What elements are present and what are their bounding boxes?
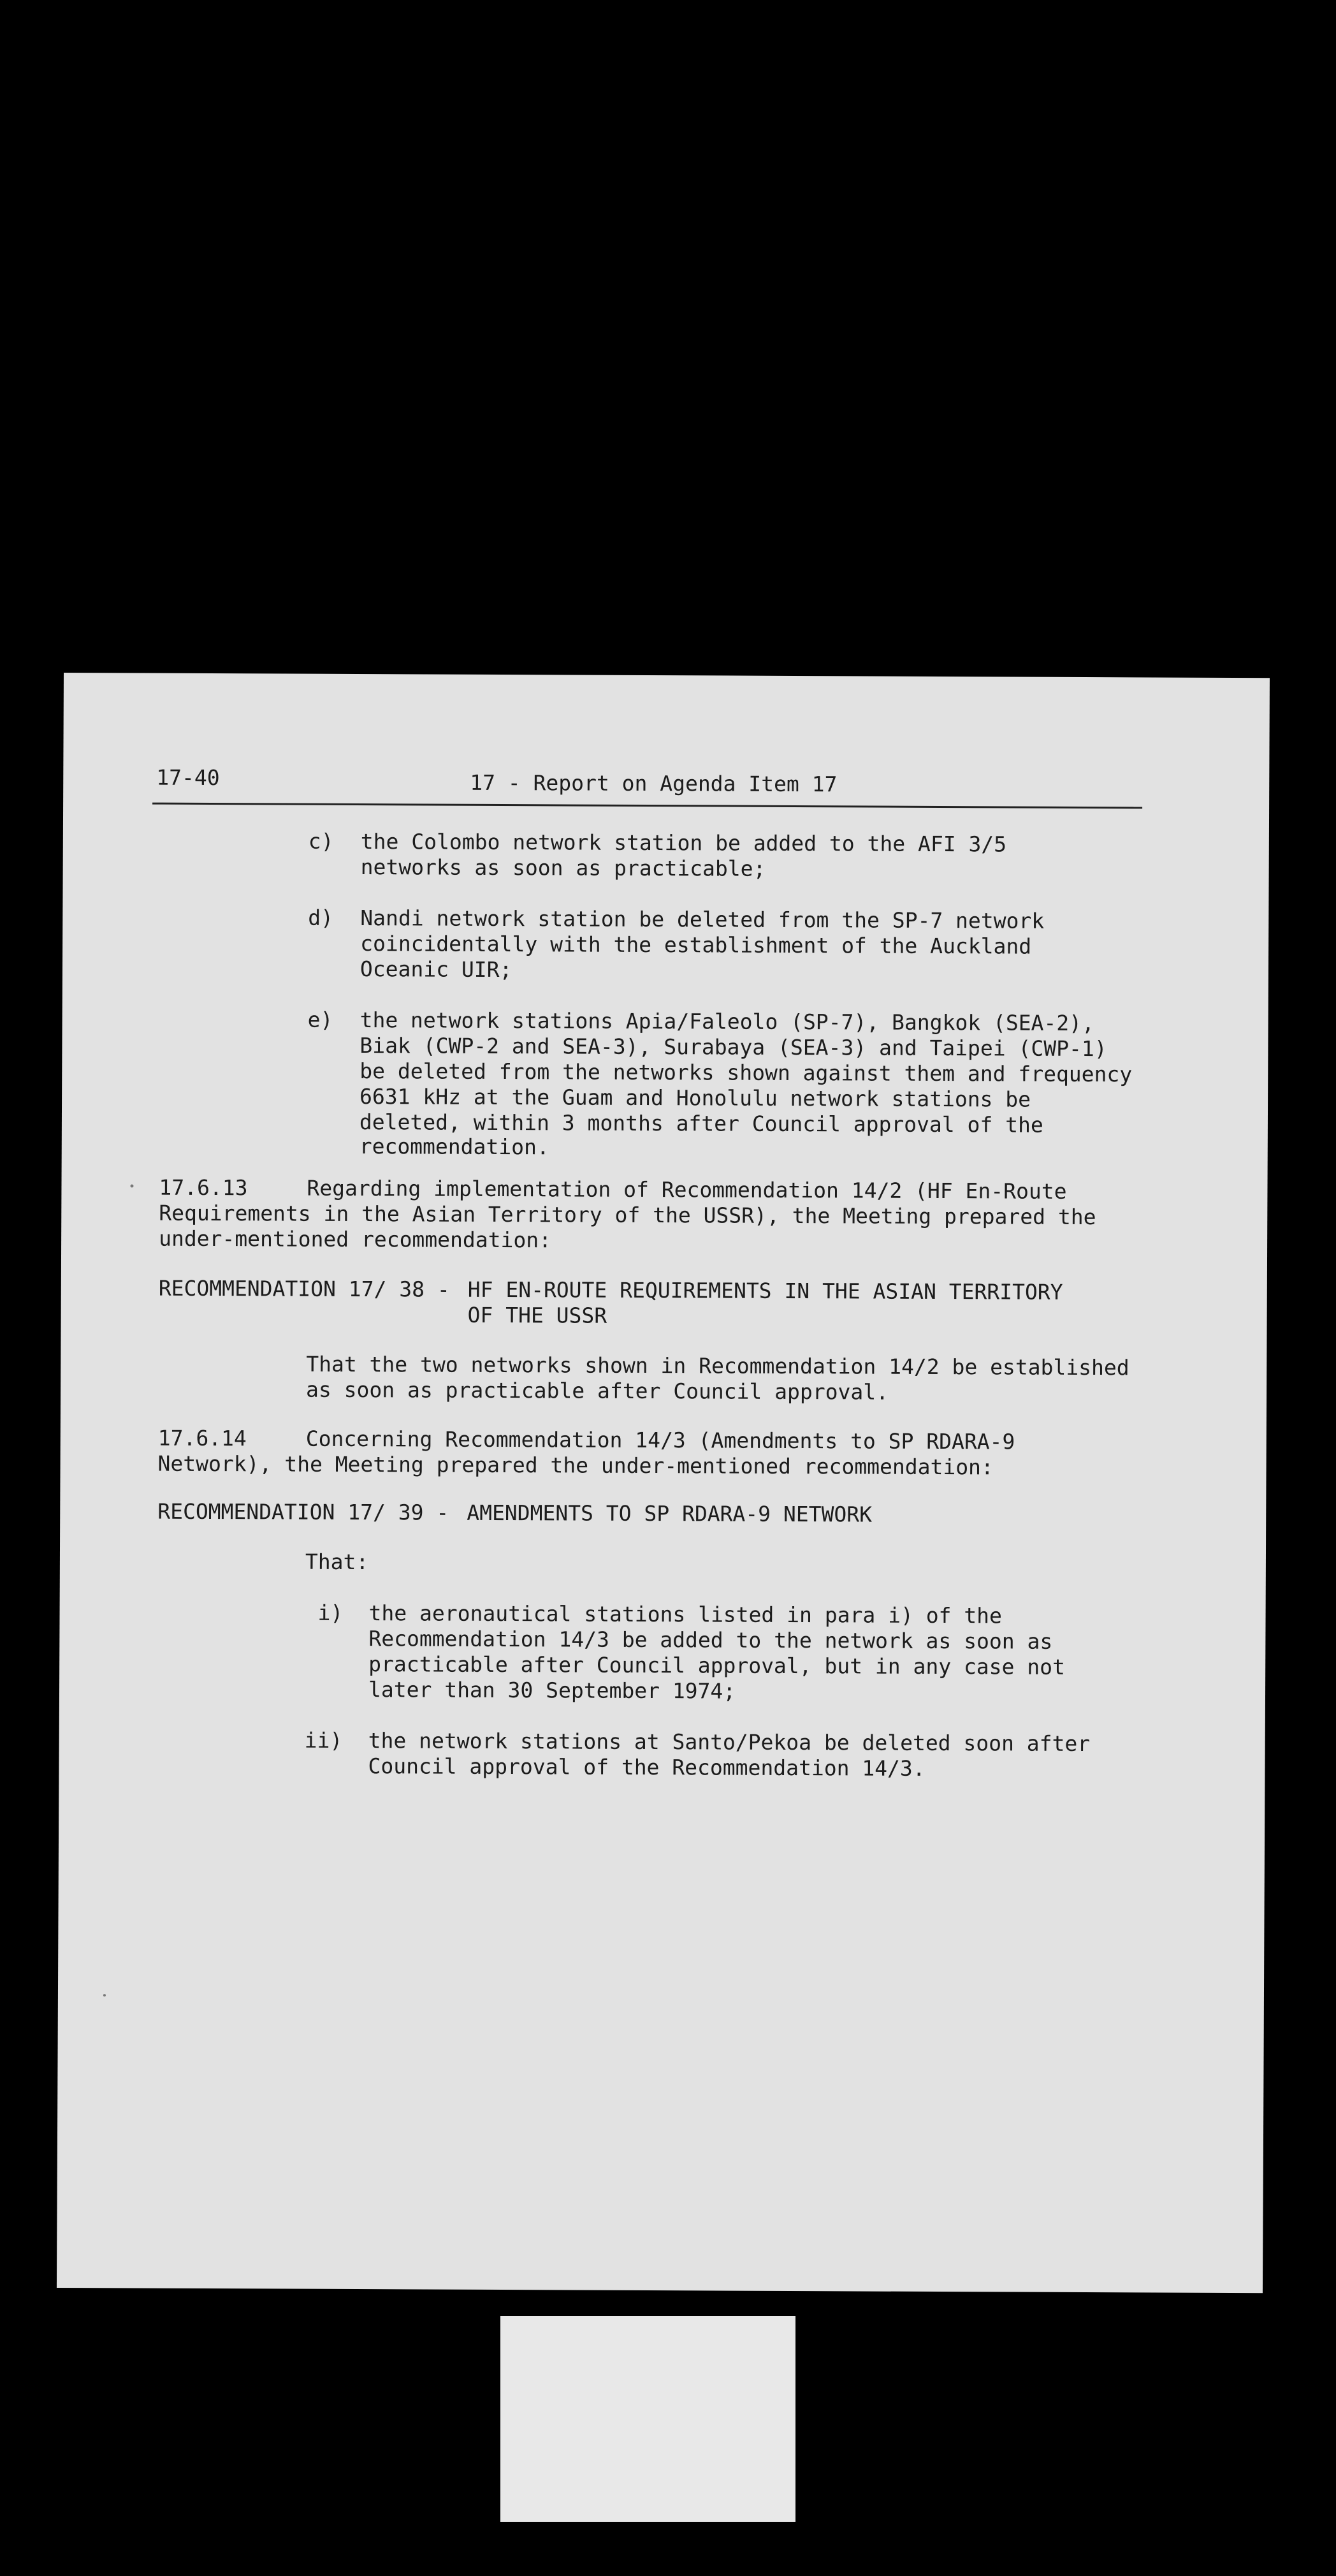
item-d-line: coincidentally with the establishment of the Auckland bbox=[360, 931, 1032, 959]
rec-17-39-item-ii-line: Council approval of the Recommendation 14/3. bbox=[368, 1753, 926, 1781]
rec-17-38-label: RECOMMENDATION 17/ 38 - bbox=[158, 1275, 450, 1302]
rec-17-39-title: AMENDMENTS TO SP RDARA-9 NETWORK bbox=[467, 1500, 873, 1527]
rec-17-39-item-ii-label: ii) bbox=[304, 1727, 343, 1753]
para-17-6-14-line: Network), the Meeting prepared the under-mentioned recommendation: bbox=[157, 1451, 994, 1480]
page-number: 17-40 bbox=[156, 765, 220, 791]
rec-17-39-item-i-line: practicable after Council approval, but in any case not bbox=[368, 1651, 1066, 1680]
header-rule bbox=[152, 803, 1142, 809]
item-c-line: the Colombo network station be added to the AFI 3/5 bbox=[360, 829, 1007, 857]
item-c-label: c) bbox=[308, 828, 334, 854]
item-c-line: networks as soon as practicable; bbox=[360, 854, 766, 881]
item-d-line: Oceanic UIR; bbox=[359, 956, 512, 983]
item-e-label: e) bbox=[307, 1007, 333, 1032]
rec-17-38-title: OF THE USSR bbox=[467, 1302, 607, 1328]
para-17-6-13-line: under-mentioned recommendation: bbox=[159, 1226, 552, 1253]
item-e-line: be deleted from the networks shown against them and frequency bbox=[359, 1058, 1133, 1087]
rec-17-39-item-ii-line: the network stations at Santo/Pekoa be deleted soon after bbox=[368, 1728, 1091, 1757]
rec-17-38-body: as soon as practicable after Council approval. bbox=[306, 1377, 889, 1405]
para-17-6-14-line: Concerning Recommendation 14/3 (Amendments to SP RDARA-9 bbox=[305, 1426, 1015, 1454]
rec-17-39-item-i-line: Recommendation 14/3 be added to the network as soon as bbox=[368, 1626, 1053, 1654]
rec-17-38-body: That the two networks shown in Recommendation 14/2 be established bbox=[306, 1351, 1129, 1380]
rec-17-39-intro: That: bbox=[305, 1549, 369, 1575]
running-title: 17 - Report on Agenda Item 17 bbox=[470, 770, 838, 797]
blank-card-stub bbox=[500, 2316, 795, 2522]
item-d-label: d) bbox=[308, 905, 334, 930]
para-17-6-13-line: Requirements in the Asian Territory of the USSR), the Meeting prepared the bbox=[159, 1200, 1096, 1230]
item-e-line: the network stations Apia/Faleolo (SP-7), Bangkok (SEA-2), bbox=[359, 1007, 1095, 1036]
document-page bbox=[57, 673, 1270, 2293]
item-e-line: recommendation. bbox=[359, 1134, 549, 1160]
para-17-6-13-line: Regarding implementation of Recommendation 14/2 (HF En-Route bbox=[307, 1175, 1067, 1204]
scan-speck bbox=[103, 1994, 106, 1996]
item-d-line: Nandi network station be deleted from the SP-7 network bbox=[360, 905, 1045, 933]
item-e-line: deleted, within 3 months after Council approval of the bbox=[359, 1109, 1043, 1138]
scan-speck bbox=[130, 1184, 133, 1187]
para-17-6-13-number: 17.6.13 bbox=[159, 1175, 248, 1201]
rec-17-39-item-i-line: the aeronautical stations listed in para i) of the bbox=[368, 1600, 1003, 1628]
rec-17-39-item-i-label: i) bbox=[317, 1600, 344, 1625]
rec-17-39-label: RECOMMENDATION 17/ 39 - bbox=[157, 1498, 449, 1525]
item-e-line: 6631 kHz at the Guam and Honolulu network stations be bbox=[359, 1084, 1031, 1112]
item-e-line: Biak (CWP-2 and SEA-3), Surabaya (SEA-3) and Taipei (CWP-1) bbox=[359, 1033, 1107, 1062]
para-17-6-14-number: 17.6.14 bbox=[157, 1425, 247, 1451]
rec-17-39-item-i-line: later than 30 September 1974; bbox=[368, 1677, 736, 1704]
rec-17-38-title: HF EN-ROUTE REQUIREMENTS IN THE ASIAN TERRITORY bbox=[467, 1277, 1063, 1305]
